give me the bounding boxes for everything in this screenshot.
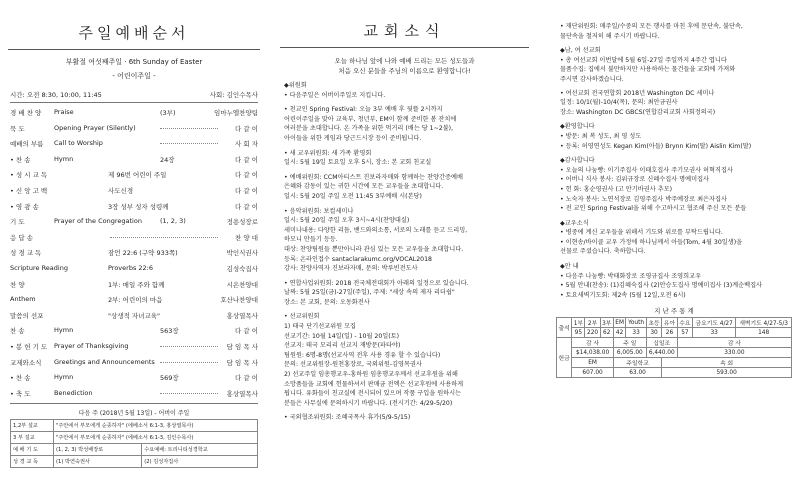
order-row — [10, 245, 258, 261]
offering-header: 주일학교 — [613, 358, 661, 368]
attendance-header: 금요기도 4/27 — [693, 318, 736, 328]
order-category: • 봉 헌 기 도 — [10, 342, 48, 351]
news-item — [284, 279, 527, 308]
offering-value: 593.00 — [662, 368, 792, 378]
offering-value: 63.00 — [613, 368, 661, 378]
order-detail: "상생적 자녀교육" — [108, 311, 160, 320]
news-item-heading: ◆교우소식 — [560, 219, 589, 227]
presider: 사회: 김인수목사 — [209, 91, 258, 99]
news-item-heading: • 선교위원회 — [284, 313, 320, 321]
news-item-line: 세미나내용: 다양한 리듬, 밴드와의소통, 서로의 노래를 듣고 드리밍, — [284, 226, 468, 234]
order-category: • 찬 송 — [10, 155, 31, 164]
order-row — [10, 183, 258, 199]
offering-header: 주 일 — [613, 338, 646, 348]
dotted-leader — [160, 346, 218, 347]
order-row — [10, 136, 258, 152]
order-english-title: Prayer of the Congregation — [54, 217, 142, 226]
order-row — [10, 277, 258, 293]
offering-value: 330.00 — [677, 348, 791, 358]
attendance-header: 새벽기도 4/27-5/3 — [736, 318, 792, 328]
order-leader: 담 임 목 사 — [226, 358, 258, 367]
welcome-line: 처음 오신 분들을 주님의 이름으로 환영합니다! — [338, 67, 471, 75]
news-item-line: 하모니 만들기 등등. — [284, 236, 338, 244]
attendance-value: 33 — [693, 328, 736, 338]
order-english-title: Prayer of Thanksgiving — [54, 341, 129, 350]
news-item — [284, 413, 527, 423]
stats-title: 지 난 주 통 계 — [654, 307, 694, 316]
offering-header: 속 회 — [662, 358, 792, 368]
news-item — [284, 149, 527, 168]
stats-attendance-value-row — [557, 328, 792, 338]
order-row — [10, 121, 258, 137]
next-week-row — [11, 420, 258, 432]
next-week-row — [11, 444, 258, 456]
stats-offering-value-row-2 — [557, 368, 792, 378]
church-news-column-2 — [548, 0, 800, 486]
next-week-row — [11, 432, 258, 444]
order-row — [10, 292, 258, 308]
order-leader: 다 같 이 — [235, 155, 258, 164]
service-time: 시간: 오전 8:30, 10:00, 11:45 — [10, 91, 102, 99]
order-detail: 1부: 매일 주와 함께 — [108, 280, 165, 289]
news-item — [560, 122, 790, 151]
order-category: • 성 시 교 독 — [10, 171, 48, 180]
news-item-heading: • 연합사업위원회: 2018 전국체전대회가 아래의 일정으로 있습니다. — [284, 279, 469, 287]
news-item-line: 선교지: 태국 모리리 선교지 재방문(파타야) — [284, 342, 401, 350]
attendance-value: 148 — [736, 328, 792, 338]
news-item-line: 강사: 찬양사역자 진보라자매, 문의: 박루빈전도사 — [284, 265, 418, 273]
order-category: Anthem — [10, 295, 36, 304]
attendance-label: 출석 — [557, 318, 572, 338]
news-item-heading: ◆남, 여 선교회 — [560, 47, 601, 55]
dotted-leader — [160, 393, 218, 394]
offering-header: 십일조 — [646, 338, 677, 348]
order-category: 응 답 송 — [10, 233, 33, 242]
next-week-title: 다음 주 (2018년 5월 13일) - 어버이 주일 — [78, 410, 190, 418]
offering-value: 607.00 — [572, 368, 614, 378]
order-leader: 홍상열목사 — [226, 311, 258, 320]
order-row — [10, 370, 258, 386]
news-item-heading: • 예배위원회: CCM아티스트 진보라자매와 함께하는 찬양간증예배 — [284, 173, 463, 181]
order-leader: 박인식권사 — [226, 249, 258, 258]
divider — [280, 47, 529, 48]
news-item — [284, 105, 527, 143]
order-leader: 임마누엘찬양팀 — [214, 109, 258, 117]
order-leader: 홍상열목사 — [226, 389, 258, 398]
order-leader: 사 회 자 — [235, 140, 258, 149]
news-item-line: 선물로 주셨습니다. 축하합니다. — [560, 248, 646, 256]
stats-offering-value-row — [557, 348, 792, 358]
next-week-value: "주안에서 부모에게 순종하자" (에베소서 6:1-3, 홍상열목사) — [54, 420, 258, 432]
news-item-line: 아이들을 위한 게임과 당근드시장 등이 준비됩니다. — [284, 134, 422, 142]
offering-header: EM — [572, 358, 614, 368]
attendance-value: 30 — [646, 328, 661, 338]
order-row — [10, 323, 258, 339]
news-item-line: • 방문: 최 복 성도, 최 영 성도 — [560, 132, 642, 140]
order-detail: 569장 — [160, 374, 179, 383]
order-detail: 3장 성부 성자 성령께 — [108, 202, 169, 211]
order-category: 묵 도 — [10, 124, 25, 133]
order-english-title: Hymn — [54, 373, 74, 382]
news-item-heading: • 천교인 Spring Festival: 오늘 3부 예배 후 뒷뜰 2시까지 — [284, 106, 443, 114]
news-item-line: 등록: 온라인접수 santaclarakumc.org/VOCAL2018 — [284, 255, 432, 263]
welcome-line: 오늘 하나님 앞에 나와 예배 드리는 모든 성도들과 — [334, 57, 475, 65]
attendance-value: 220 — [585, 328, 600, 338]
news-item-heading: ◆감사합니다 — [560, 157, 595, 165]
attendance-header: 수요 — [677, 318, 692, 328]
order-category: • 찬 송 — [10, 374, 31, 383]
order-category: • 신 앙 고 백 — [10, 186, 48, 195]
order-detail: 24장 — [160, 155, 175, 164]
news-item-line: 어린이주일을 맞아 교육부, 청년부, EM이 함께 준비한 봄 잔치에 — [284, 115, 457, 123]
church-news-column — [272, 0, 537, 486]
next-week-value-2: (2) 김성자집사 — [142, 456, 258, 468]
news-item-line: • 여선교회 전국연합회 2018년 Washington DC 세미나 — [560, 89, 715, 97]
news-item-heading: ◆위원회 — [284, 82, 307, 89]
stats-offering-header-row — [557, 338, 792, 348]
divider — [10, 403, 258, 404]
order-row — [10, 105, 258, 121]
next-week-label: 1,2부 설교 — [11, 420, 54, 432]
next-week-label: 예 배 기 도 — [11, 444, 54, 456]
news-item-line: • 이현송/바이클 교우 가정에 하나님께서 아들(Tom, 4월 30일생)을 — [560, 238, 743, 246]
order-english-title: Hymn — [54, 326, 74, 335]
news-item-line: 일시: 5월 20일 주일 오후 3시~4시(찬양대실) — [284, 217, 410, 225]
order-category: • 축 도 — [10, 389, 31, 398]
order-leader: 호산나찬양대 — [220, 296, 258, 305]
order-row — [10, 386, 258, 402]
order-row — [10, 339, 258, 355]
news-item-line: 장소: 본 교회, 문의: 오동화전사 — [284, 298, 370, 306]
order-detail: 2부: 어린이의 마음 — [108, 296, 163, 305]
order-of-worship-column — [0, 0, 268, 486]
service-subtitle: 부활절 여섯째주일 · 6th Sunday of Easter — [65, 58, 203, 66]
order-title: 주일예배순서 — [78, 24, 190, 42]
news-item-line: 분들은 사무실에 문의하시기 바랍니다. (전시기간: 4/29-5/20) — [284, 399, 453, 407]
offering-header: 감 사 — [677, 338, 791, 348]
order-leader: 다 같 이 — [235, 124, 258, 133]
news-item-heading: • 음악위원회: 보컬세미나 — [284, 207, 354, 215]
news-item-line: 주시면 감사하겠습니다. — [560, 75, 624, 83]
order-leader: 다 같 이 — [235, 374, 258, 383]
order-row — [10, 308, 258, 324]
news-item — [284, 173, 527, 202]
order-detail: 사도신경 — [108, 186, 134, 195]
news-item-line: 됩니다. 유화들이 친교실에 전시되어 있으며 작품 구입을 원하시는 — [284, 390, 462, 398]
next-week-value: (1) 박연숙권사 — [54, 456, 142, 468]
offering-value: $14,038.00 — [572, 348, 614, 358]
attendance-value: 62 — [600, 328, 613, 338]
stats-table — [556, 317, 792, 378]
news-item-line: • 총 여선교회 이번달에 5월 6일-27일 주일까지 4주간 엽니다 — [560, 56, 727, 64]
dotted-leader — [110, 237, 218, 238]
news-item-line: 일시: 5월 19일 토요일 오후 5시, 장소: 본 교회 친교실 — [284, 159, 432, 167]
order-english-title: Hymn — [54, 154, 74, 163]
order-english-title: Call to Worship — [54, 139, 103, 148]
order-leader: 김성숙집사 — [226, 264, 258, 273]
order-leader: 정용성장로 — [226, 218, 258, 227]
order-detail: (3부) — [160, 109, 176, 117]
order-category: • 영 광 송 — [10, 202, 39, 211]
news-item-heading: ◆안 내 — [560, 263, 579, 271]
news-item-line: • 전 교인 Spring Festival을 위해 수고하시고 협조해 주신 모든 분들 — [560, 205, 747, 213]
order-row — [10, 214, 258, 230]
news-item-line: 선교기간: 10월 14일(일) - 10월 20일(토) — [284, 332, 400, 340]
news-item-line: 날짜: 5월 25일(금)-27일(주일), 주제: "세상 속의 제자 리더쉽" — [284, 289, 455, 297]
order-english-title: Opening Prayer (Silently) — [54, 123, 136, 132]
next-week-label: 3 부 설교 — [11, 432, 54, 444]
news-item-line: • 노숙자 봉사: 노연석장로 김영주집사 박주예장로 최은자집사 — [560, 195, 727, 203]
news-item-line: • 병중에 계신 교우들을 위해서 기도와 위로를 부탁드립니다. — [560, 229, 723, 237]
order-english-title: Benediction — [54, 388, 93, 397]
order-leader: 시온찬양대 — [226, 280, 258, 289]
news-item-heading: • 국외협조위원회: 조혜국목사 휴가(5/9-5/15) — [284, 414, 411, 422]
next-week-value: "주안에서 부모에게 순종하자" (에베소서 6:1-3, 김인수목사) — [54, 432, 258, 444]
service-subtitle-2: - 어린이주일 - — [112, 72, 156, 80]
finance-line: • 재단위원회: 매주일/수중의 모든 행사를 마친 후에 문단속, 불단속, — [560, 23, 743, 30]
next-week-value-2: 수요예배: 트리니티성경학교 — [142, 444, 258, 456]
news-item-line: • 헌 화: 홍순영권사 (고 안기바권사 추모) — [560, 185, 673, 193]
order-english-title: Greetings and Announcements — [54, 357, 155, 366]
order-detail: 제 96번 어린이 주일 — [108, 171, 167, 180]
news-item-heading: ◆환영합니다 — [560, 123, 595, 131]
offering-header: 감 사 — [572, 338, 614, 348]
order-row — [10, 230, 258, 246]
news-item-line: 여러분을 초대합니다. 온 가족을 위한 먹거리 (배는 당 1~2불), — [284, 125, 454, 133]
order-category: 예배의 부름 — [10, 140, 44, 149]
dotted-leader — [160, 128, 218, 129]
welcome-message — [272, 56, 537, 76]
news-item-line: 팀원원: 6명-8명(선교사역 전후 사용 경유 할 수 있습니다) — [284, 351, 441, 359]
news-item-line: 문의: 선교위원장-원천홍장로, 국외위원-김영목권사 — [284, 361, 422, 369]
news-item-line: 소망품들을 교회에 헌물하셔서 판매금 전액은 선교후원에 사용하게 — [284, 380, 464, 388]
news-item-line: • 토요새벽기도회: 제2속 (5월 12일,오전 6시) — [560, 291, 686, 299]
service-time-row — [10, 90, 258, 100]
order-leader: 찬 양 대 — [235, 233, 258, 242]
order-row — [10, 199, 258, 215]
news-item-line: • 어버니 식사 봉사: 김위규장로 신혜수집사 명예미집사 — [560, 176, 710, 184]
news-item-line: • 오늘의 나눔빵: 이기주집사 이태호집사 주기모권사 허혁직집사 — [560, 166, 733, 174]
news-sections — [272, 81, 537, 423]
attendance-value: 95 — [572, 328, 585, 338]
news-item-heading: • 새 교우위원회: 새 가족 환영회 — [284, 149, 372, 157]
news-sections-2 — [548, 46, 800, 300]
order-row — [10, 167, 258, 183]
stats-offering-header-row-2 — [557, 358, 792, 368]
order-category: 말씀의 선포 — [10, 311, 44, 320]
order-category: 기 도 — [10, 218, 25, 227]
news-item — [284, 312, 527, 408]
news-item-line: • 다음주일은 어버이주일로 지킵니다. — [284, 91, 386, 99]
news-item — [560, 46, 790, 117]
news-item-line: • 등록: 허영연성도 Kegan Kim(아들) Brynn Kim(딸) Aislin Kim(딸) — [560, 142, 752, 150]
order-leader: 다 같 이 — [235, 327, 258, 336]
attendance-header: 초등 — [646, 318, 661, 328]
order-leader: 다 같 이 — [235, 171, 258, 180]
divider — [8, 49, 260, 50]
offering-value: 6,005.00 — [613, 348, 646, 358]
order-category: Scripture Reading — [10, 263, 68, 272]
order-category: 교제와소식 — [10, 358, 42, 367]
order-detail: 잠언 22:6 (구약 933쪽) — [108, 249, 178, 258]
next-week-label: 성 경 교 독 — [11, 456, 54, 468]
order-row — [10, 261, 258, 277]
order-category: 찬 양 — [10, 280, 25, 289]
news-item — [560, 219, 790, 257]
attendance-header: 3부 — [600, 318, 613, 328]
order-leader: 다 같 이 — [235, 202, 258, 211]
order-leader: 다 같 이 — [235, 186, 258, 195]
attendance-header: 유아 — [662, 318, 678, 328]
order-row — [10, 152, 258, 168]
news-item-line: 일정: 10/1(월)-10/4(목), 문의: 최안금권사 — [560, 99, 678, 107]
news-item-line: 장소: Washington DC GBCS(연합감리교회 사회정의국) — [560, 108, 716, 116]
dotted-leader — [160, 143, 218, 144]
next-week-value: (1, 2, 3) 박성배장로 — [54, 444, 142, 456]
order-category: 성 경 교 독 — [10, 249, 42, 258]
attendance-value: 33 — [626, 328, 646, 338]
news-item — [560, 156, 790, 214]
offering-value: 6,440.00 — [646, 348, 677, 358]
order-category: 경 배 찬 양 — [10, 109, 42, 117]
order-leader: 담 임 목 사 — [226, 342, 258, 351]
divider — [10, 102, 258, 103]
news-title: 교회소식 — [363, 22, 446, 40]
order-detail: (1, 2, 3) — [160, 217, 186, 226]
news-item-line: • 5월 안내(찬송): (1)김혜숙집사 (2)안승도집사 명예미집사 (3)계순백집사 — [560, 282, 763, 290]
news-item-line: 은혜와 감동이 있는 귀한 시간에 모든 교우들을 초대합니다. — [284, 183, 444, 191]
news-item-line: 2) 선교주일 임총행교우-홍하원 임총행교우께서 선교후원을 위해 — [284, 371, 458, 379]
news-item-line: 물품수집: 집에서 불만하지만 사용하하는 물건들을 교회에 가져와 — [560, 66, 736, 74]
news-item-line: 일시: 5월 20일 주일 오전 11:45 3부예배 시(본당) — [284, 192, 422, 200]
attendance-header: EM — [615, 319, 624, 326]
order-english-title: Praise — [54, 108, 74, 116]
news-item — [560, 262, 790, 300]
finance-line: 물단속을 철저히 해 주시기 바랍니다. — [560, 32, 660, 40]
order-detail: Proverbs 22:6 — [108, 263, 154, 272]
order-category: 찬 송 — [10, 327, 25, 336]
finance-notice — [560, 22, 790, 41]
order-list — [0, 105, 268, 401]
order-row — [10, 355, 258, 371]
news-item — [284, 81, 527, 100]
next-week-row — [11, 456, 258, 468]
attendance-header: 2부 — [585, 318, 600, 328]
attendance-header: Youth — [626, 318, 646, 328]
attendance-value: 42 — [613, 328, 626, 338]
news-item-line: 대상: 찬양팀원들 뿐만아니라 관심 있는 모든 교우들을 초대합니다. — [284, 245, 464, 253]
order-detail: 563장 — [160, 327, 179, 336]
news-item-line: • 다음주 나눔빵: 박태화장로 조영규집사 조영희교우 — [560, 272, 702, 280]
offering-label: 헌금 — [557, 338, 572, 378]
attendance-value: 57 — [677, 328, 692, 338]
attendance-value: 26 — [662, 328, 678, 338]
news-item — [284, 207, 527, 274]
dotted-leader — [160, 362, 218, 363]
stats-attendance-header-row — [557, 318, 792, 328]
news-item-line: 1) 태국 단기선교위원 모집 — [284, 323, 357, 331]
next-week-table — [10, 419, 258, 468]
attendance-header: 1부 — [572, 318, 585, 328]
